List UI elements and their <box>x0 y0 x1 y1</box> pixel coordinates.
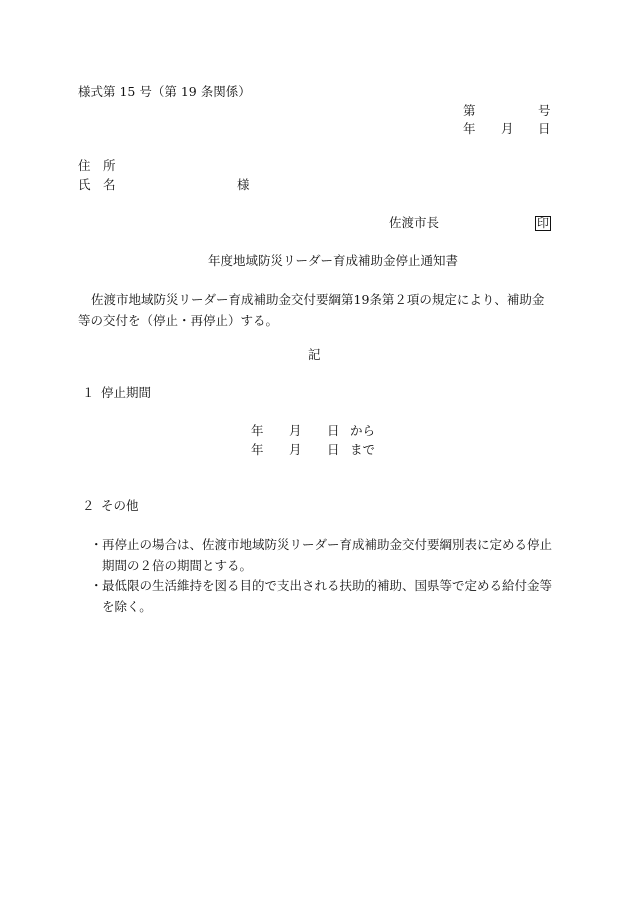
issuer-title: 佐渡市長 <box>389 215 440 230</box>
date-day-label: 日 <box>538 121 551 136</box>
seal-box: 印 <box>537 216 550 230</box>
period-end-year: 年 <box>251 442 264 457</box>
document-number-prefix: 第 <box>463 103 476 118</box>
period-end-month: 月 <box>289 442 302 457</box>
period-start-suffix: から <box>350 423 376 438</box>
document-title: 年度地域防災リーダー育成補助金停止通知書 <box>208 253 459 268</box>
date-year-label: 年 <box>463 121 476 136</box>
section1-number: １ <box>82 385 95 400</box>
date-month-label: 月 <box>501 121 514 136</box>
section1-heading: 停止期間 <box>101 385 152 400</box>
honorific: 様 <box>237 177 250 192</box>
document-number-suffix: 号 <box>538 103 551 118</box>
bullet-text: 最低限の生活維持を図る目的で支出される扶助的補助、国県等で定める給付金等を除く。 <box>102 578 553 614</box>
period-end-day: 日 <box>327 442 340 457</box>
period-end-suffix: まで <box>350 442 376 457</box>
section2-number: ２ <box>82 498 95 513</box>
bullet-mark: ・ <box>90 578 103 593</box>
list-item <box>90 534 564 576</box>
period-start-year: 年 <box>251 423 264 438</box>
document-body: 佐渡市地域防災リーダー育成補助金交付要綱第19条第２項の規定により、補助金等の交付を（停止・再停止）する。 <box>78 292 545 328</box>
address-label: 住 所 <box>78 158 116 173</box>
name-label: 氏 名 <box>78 177 116 192</box>
list-item <box>90 575 564 617</box>
ki-label: 記 <box>308 347 321 362</box>
period-start-month: 月 <box>289 423 302 438</box>
bullet-text: 再停止の場合は、佐渡市地域防災リーダー育成補助金交付要綱別表に定める停止期間の２倍の期間とする。 <box>102 537 553 573</box>
form-number: 様式第 15 号（第 19 条関係） <box>78 84 251 99</box>
bullet-mark: ・ <box>90 537 103 552</box>
section2-heading: その他 <box>101 498 139 513</box>
seal-mark <box>535 215 551 231</box>
period-start-day: 日 <box>327 423 340 438</box>
